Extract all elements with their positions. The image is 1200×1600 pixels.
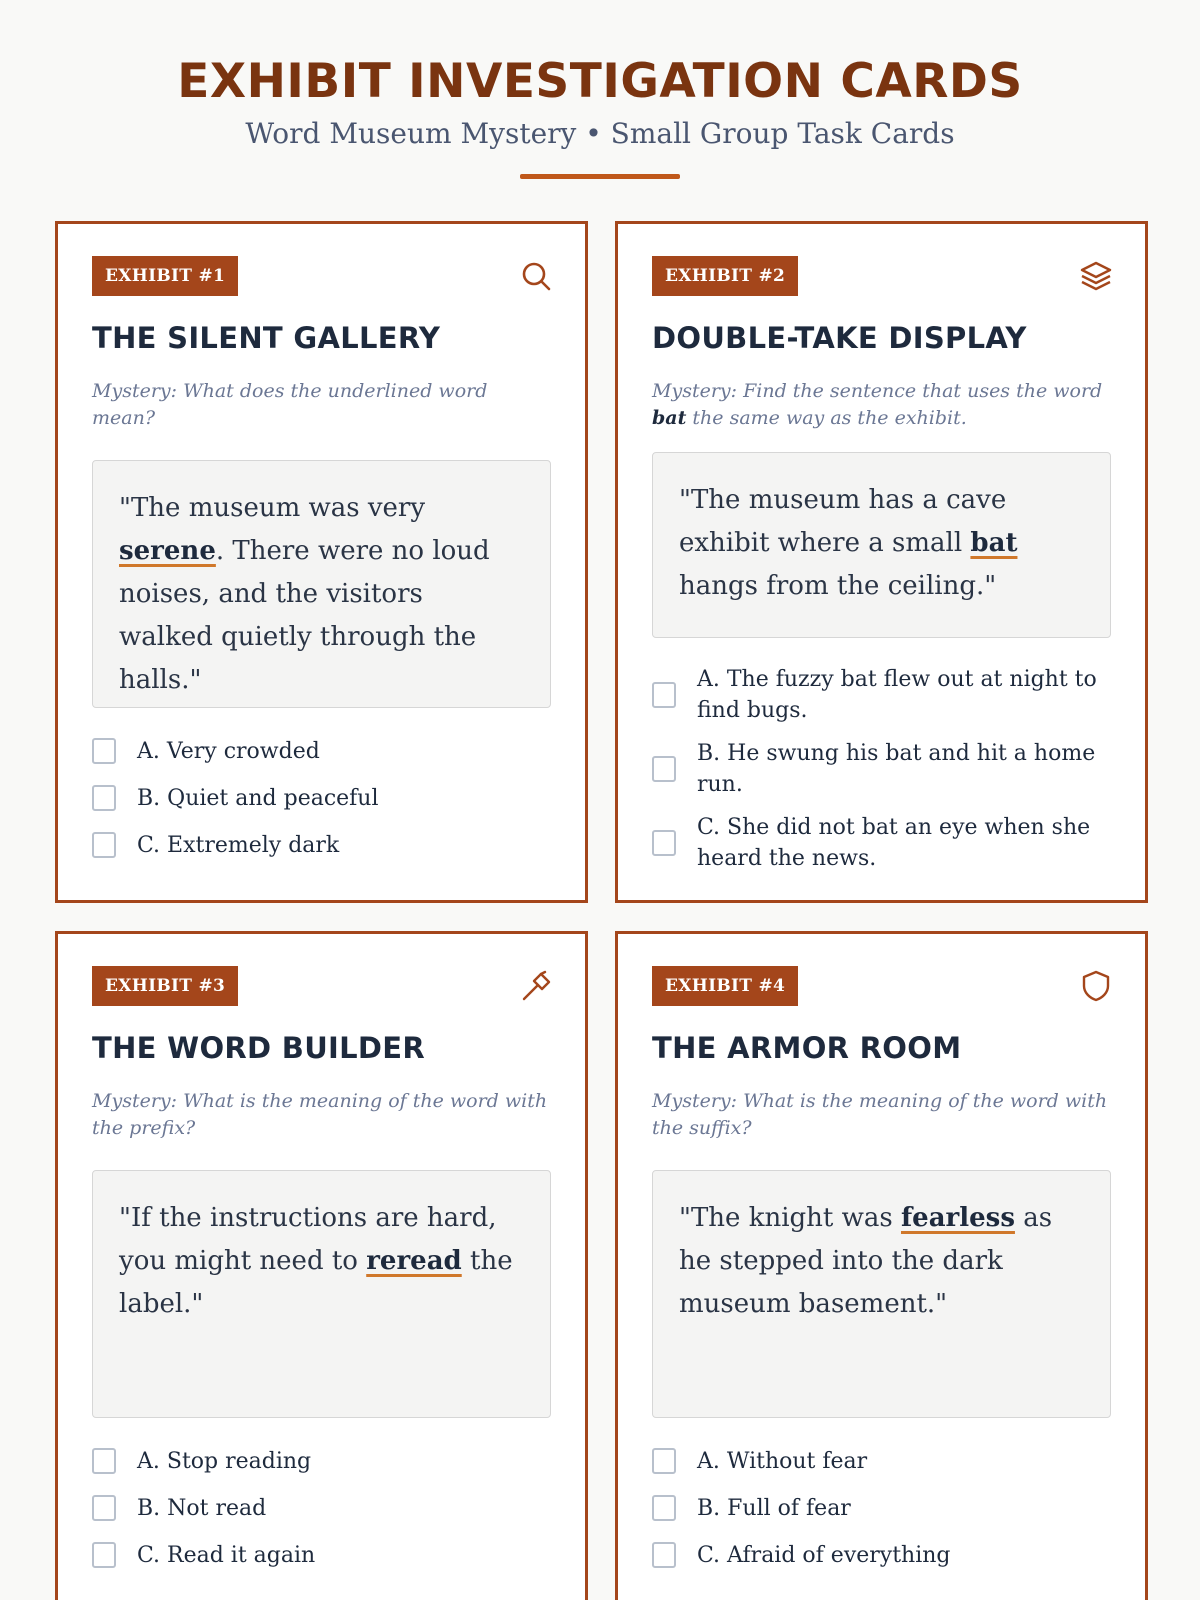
answer-checkbox[interactable] bbox=[652, 1495, 676, 1521]
answer-checkbox[interactable] bbox=[92, 832, 116, 858]
answer-option[interactable]: A. Very crowded bbox=[92, 736, 551, 767]
mystery-prompt: Mystery: What is the meaning of the word with the suffix? bbox=[652, 1090, 1108, 1139]
exhibit-card-1 bbox=[55, 221, 588, 903]
answer-options bbox=[92, 736, 551, 861]
answer-option[interactable]: A. Without fear bbox=[652, 1446, 1111, 1477]
exhibit-quote: "The museum has a cave exhibit where a small bat hangs from the ceiling." bbox=[652, 452, 1111, 638]
answer-checkbox[interactable] bbox=[92, 1448, 116, 1474]
page-subtitle: Word Museum Mystery • Small Group Task Cards bbox=[245, 117, 955, 150]
mystery-prompt: Mystery: What is the meaning of the word with the prefix? bbox=[92, 1090, 548, 1139]
shield-icon bbox=[1079, 969, 1113, 1003]
answer-option[interactable]: C. Afraid of everything bbox=[652, 1540, 1111, 1571]
exhibit-badge: EXHIBIT #2 bbox=[652, 256, 798, 296]
answer-checkbox[interactable] bbox=[652, 682, 676, 708]
exhibit-card-4 bbox=[615, 931, 1148, 1600]
answer-checkbox[interactable] bbox=[652, 830, 676, 856]
page-header bbox=[0, 0, 1200, 179]
underlined-word: serene bbox=[119, 536, 216, 566]
search-icon bbox=[519, 259, 553, 293]
exhibit-badge: EXHIBIT #4 bbox=[652, 966, 798, 1006]
answer-checkbox[interactable] bbox=[652, 756, 676, 782]
exhibit-card-3 bbox=[55, 931, 588, 1600]
exhibit-quote: "If the instructions are hard, you might need to reread the label." bbox=[92, 1170, 551, 1418]
answer-checkbox[interactable] bbox=[92, 738, 116, 764]
mystery-prompt: Mystery: Find the sentence that uses the word bat the same way as the exhibit. bbox=[652, 380, 1103, 429]
page-title: EXHIBIT INVESTIGATION CARDS bbox=[177, 54, 1023, 109]
underlined-word: reread bbox=[366, 1246, 462, 1276]
answer-options bbox=[652, 664, 1111, 874]
answer-checkbox[interactable] bbox=[92, 785, 116, 811]
card-title: THE WORD BUILDER bbox=[92, 1031, 426, 1065]
answer-checkbox[interactable] bbox=[92, 1495, 116, 1521]
answer-option[interactable]: A. Stop reading bbox=[92, 1446, 551, 1477]
hammer-icon bbox=[519, 969, 553, 1003]
answer-option[interactable]: C. Read it again bbox=[92, 1540, 551, 1571]
exhibit-card-2 bbox=[615, 221, 1148, 903]
exhibit-quote: "The museum was very serene. There were no loud noises, and the visitors walked quietly through the halls." bbox=[92, 460, 551, 708]
answer-option[interactable]: A. The fuzzy bat flew out at night to find bugs. bbox=[652, 664, 1111, 726]
underlined-word: fearless bbox=[900, 1203, 1015, 1233]
card-title: THE ARMOR ROOM bbox=[652, 1031, 962, 1065]
exhibit-quote: "The knight was fearless as he stepped into the dark museum basement." bbox=[652, 1170, 1111, 1418]
answer-option[interactable]: B. Quiet and peaceful bbox=[92, 783, 551, 814]
card-title: DOUBLE-TAKE DISPLAY bbox=[652, 321, 1027, 355]
title-divider bbox=[520, 174, 680, 179]
answer-checkbox[interactable] bbox=[92, 1542, 116, 1568]
answer-option[interactable]: C. Extremely dark bbox=[92, 830, 551, 861]
answer-options bbox=[652, 1446, 1111, 1571]
underlined-word: bat bbox=[970, 528, 1018, 558]
answer-option[interactable]: B. Not read bbox=[92, 1493, 551, 1524]
answer-options bbox=[92, 1446, 551, 1571]
answer-checkbox[interactable] bbox=[652, 1448, 676, 1474]
answer-option[interactable]: B. Full of fear bbox=[652, 1493, 1111, 1524]
answer-option[interactable]: B. He swung his bat and hit a home run. bbox=[652, 738, 1111, 800]
answer-option[interactable]: C. She did not bat an eye when she heard the news. bbox=[652, 812, 1111, 874]
layers-icon bbox=[1079, 259, 1113, 293]
mystery-prompt: Mystery: What does the underlined word mean? bbox=[92, 380, 488, 429]
card-title: THE SILENT GALLERY bbox=[92, 321, 441, 355]
answer-checkbox[interactable] bbox=[652, 1542, 676, 1568]
exhibit-badge: EXHIBIT #3 bbox=[92, 966, 238, 1006]
exhibit-badge: EXHIBIT #1 bbox=[92, 256, 238, 296]
